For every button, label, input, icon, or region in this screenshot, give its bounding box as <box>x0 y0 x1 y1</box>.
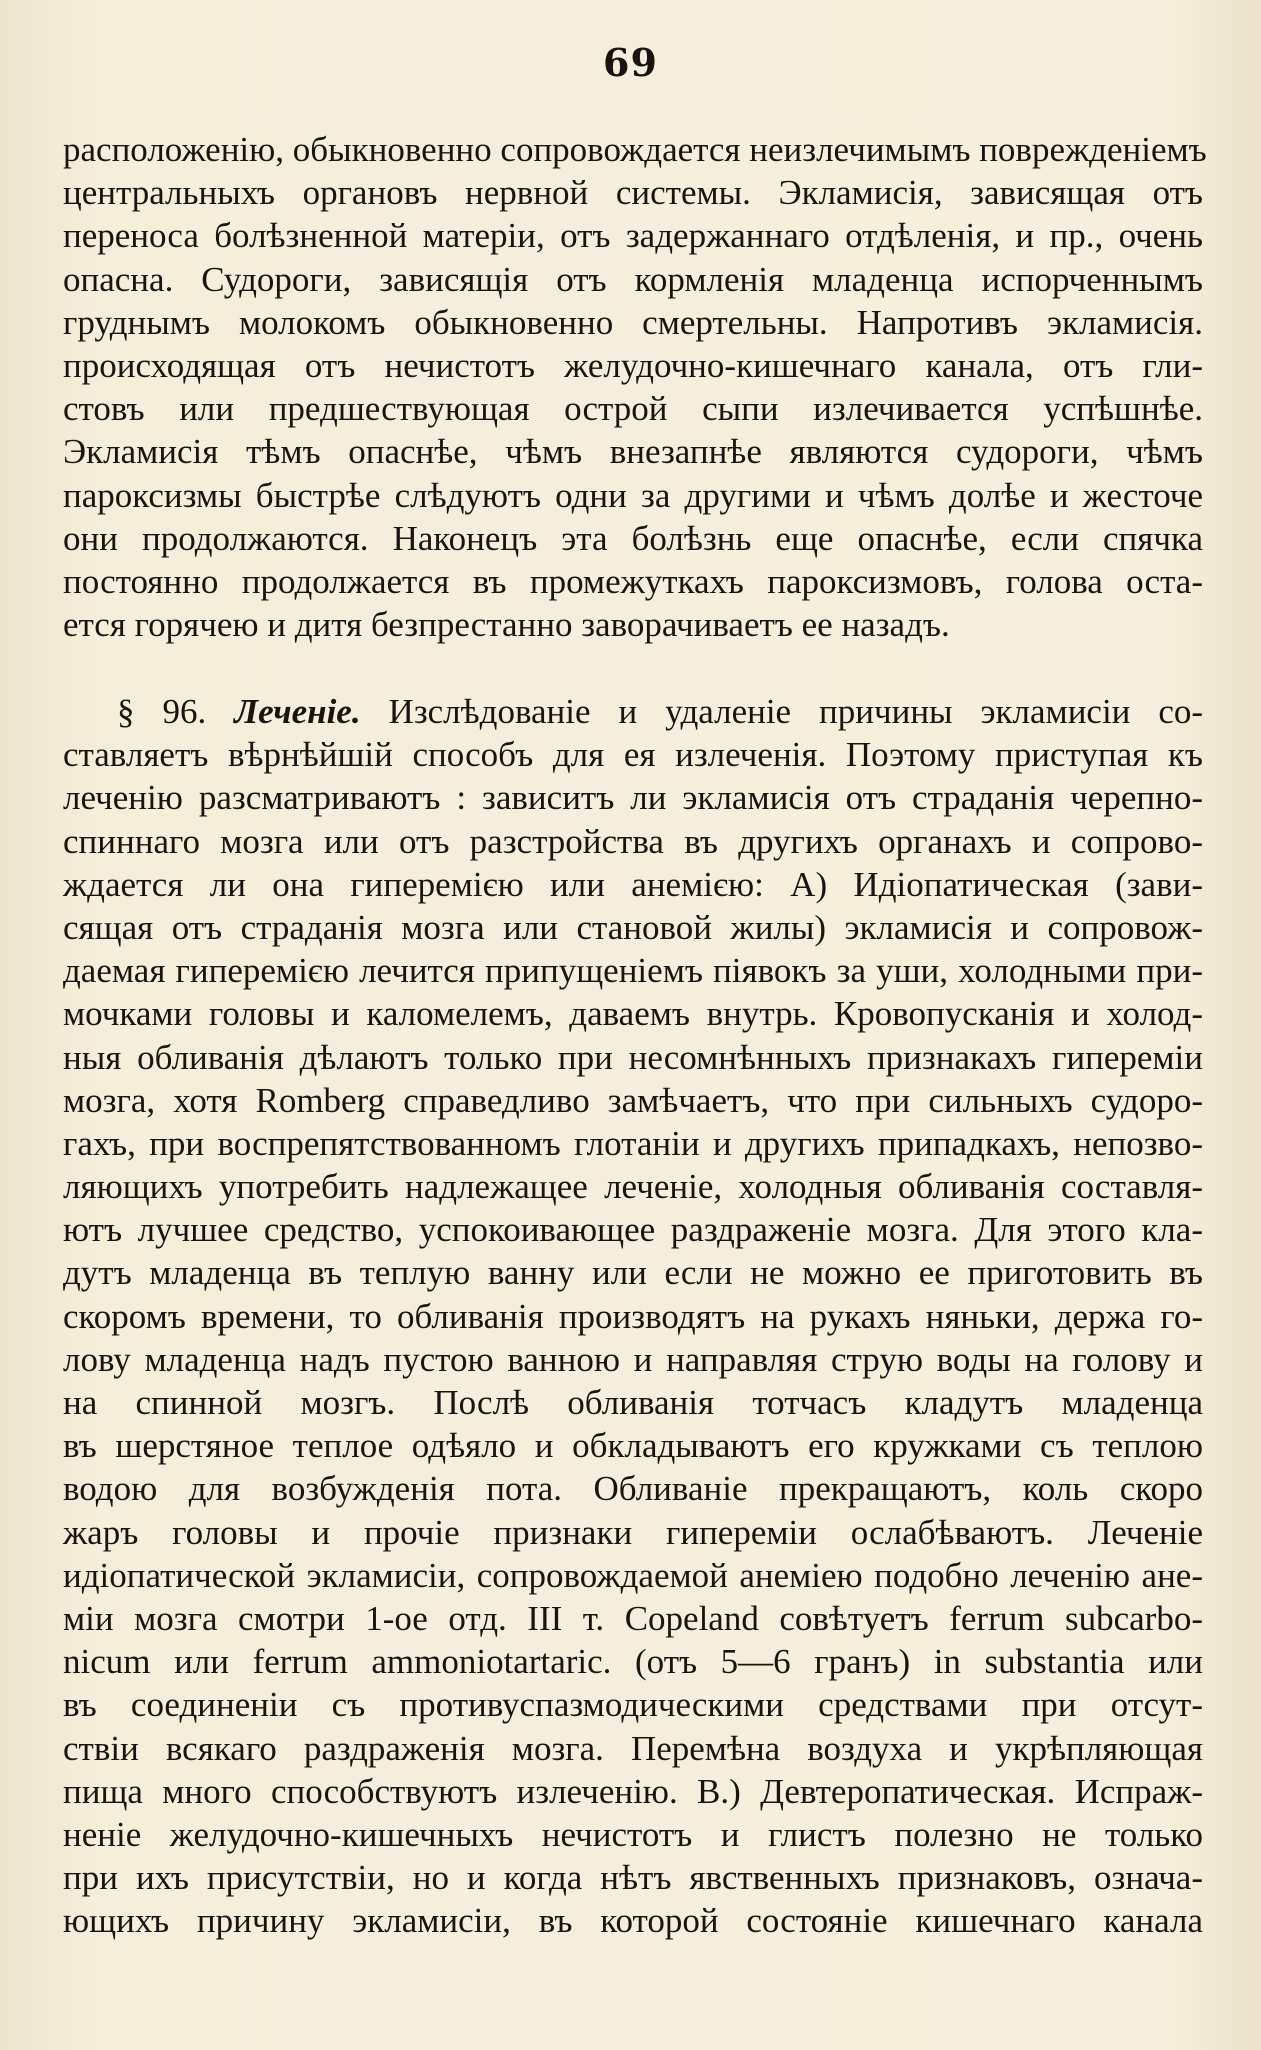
text-line: жаръ головы и прочіе признаки гипереміи ослабѣваютъ. Леченіе <box>63 1512 1203 1552</box>
section-heading-line <box>63 690 1203 733</box>
text-line: скоромъ времени, то обливанія производятъ на рукахъ няньки, держа го- <box>63 1296 1203 1336</box>
text-line: происходящая отъ нечистотъ желудочно-кишечнаго канала, отъ гли- <box>63 345 1203 385</box>
text-line: сящая отъ страданія мозга или становой жилы) экламисія и сопровож- <box>63 907 1203 947</box>
text-line: пароксизмы быстрѣе слѣдуютъ одни за другими и чѣмъ долѣе и жесточе <box>63 475 1203 515</box>
text-line: въ соединеніи съ противуспазмодическими средствами при отсут- <box>63 1685 1203 1725</box>
page-number: 69 <box>603 40 658 85</box>
text-line: мозга, хотя Romberg справедливо замѣчаетъ, что при сильныхъ судоро- <box>63 1080 1203 1120</box>
text-line: ютъ лучшее средство, успокоивающее раздраженіе мозга. Для этого кла- <box>63 1210 1203 1250</box>
text-line: они продолжаются. Наконецъ эта болѣзнь еще опаснѣе, если спячка <box>63 518 1203 558</box>
text-line: леченію разсматриваютъ : зависитъ ли экламисія отъ страданія черепно- <box>63 778 1203 818</box>
text-line: ставляетъ вѣрнѣйшій способъ для ея излеченія. Поэтому приступая къ <box>63 735 1203 775</box>
text-line: идіопатической экламисіи, сопровождаемой анеміею подобно леченію ане- <box>63 1555 1203 1595</box>
text-line: міи мозга смотри 1-ое отд. III т. Copeland совѣтуетъ ferrum subcarbo- <box>63 1598 1203 1638</box>
section-title: Леченіе. <box>234 692 361 731</box>
text-line: постоянно продолжается въ промежуткахъ пароксизмовъ, голова оста- <box>63 561 1203 601</box>
text-line: стовъ или предшествующая острой сыпи излечивается успѣшнѣе. <box>63 389 1203 429</box>
text-line: Экламисія тѣмъ опаснѣе, чѣмъ внезапнѣе являются судороги, чѣмъ <box>63 432 1203 472</box>
text-line: ждается ли она гиперемією или анемією: А) Идіопатическая (зави- <box>63 864 1203 904</box>
text-line: опасна. Судороги, зависящія отъ кормленія младенца испорченнымъ <box>63 259 1203 299</box>
paragraph-2 <box>63 690 1203 1942</box>
text-line: пища много способствуютъ излеченію. В.) Девтеропатическая. Испраж- <box>63 1771 1203 1811</box>
text-line: въ шерстяное теплое одѣяло и обкладываютъ его кружками съ теплою <box>63 1426 1203 1466</box>
text-line: водою для возбужденія пота. Обливаніе прекращаютъ, коль скоро <box>63 1469 1203 1509</box>
text-line: спиннаго мозга или отъ разстройства въ другихъ органахъ и сопрово- <box>63 821 1203 861</box>
text-line: nicum или ferrum ammoniotartaric. (отъ 5—6 гранъ) in substantia или <box>63 1642 1203 1682</box>
text-line: при ихъ присутствіи, но и когда нѣтъ явственныхъ признаковъ, означа- <box>63 1858 1203 1898</box>
text-line: ющихъ причину экламисіи, въ которой состояніе кишечнаго канала <box>63 1901 1203 1941</box>
text-line: на спинной мозгъ. Послѣ обливанія тотчасъ кладутъ младенца <box>63 1383 1203 1422</box>
text-line: ствіи всякаго раздраженія мозга. Перемѣна воздуха и укрѣпляющая <box>63 1728 1203 1768</box>
text-line: мочками головы и каломелемъ, даваемъ внутрь. Кровопусканія и холод- <box>63 994 1203 1034</box>
text-line: ныя обливанія дѣлаютъ только при несомнѣнныхъ признакахъ гипереміи <box>63 1037 1203 1077</box>
text-line: даемая гиперемією лечится припущеніемъ піявокъ за уши, холодными при- <box>63 951 1203 991</box>
paragraph-1 <box>63 128 1207 646</box>
text-line: ется горячею и дитя безпрестанно заворачиваетъ ее назадъ. <box>63 605 950 645</box>
text-line: дутъ младенца въ теплую ванну или если не можно ее приготовить въ <box>63 1253 1203 1293</box>
section-marker: § 96. <box>117 692 207 731</box>
text-line: груднымъ молокомъ обыкновенно смертельны. Напротивъ экламисія. <box>63 302 1203 342</box>
text-line: неніе желудочно-кишечныхъ нечистотъ и глистъ полезно не только <box>63 1814 1203 1854</box>
text-line: лову младенца надъ пустою ванною и направляя струю воды на голову и <box>63 1339 1203 1379</box>
text-line: ляющихъ употребить надлежащее леченіе, холодныя обливанія составля- <box>63 1167 1203 1207</box>
text-line: расположенію, обыкновенно сопровождается неизлечимымъ поврежденіемъ <box>63 130 1207 169</box>
text-line: переноса болѣзненной матеріи, отъ задержаннаго отдѣленія, и пр., очень <box>63 216 1203 256</box>
section-first-line: Изслѣдованіе и удаленіе причины экламисіи со- <box>388 692 1204 731</box>
text-line: гахъ, при воспрепятствованномъ глотаніи и другихъ припадкахъ, непозво- <box>63 1123 1203 1163</box>
text-line: центральныхъ органовъ нервной системы. Экламисія, зависящая отъ <box>63 173 1203 213</box>
